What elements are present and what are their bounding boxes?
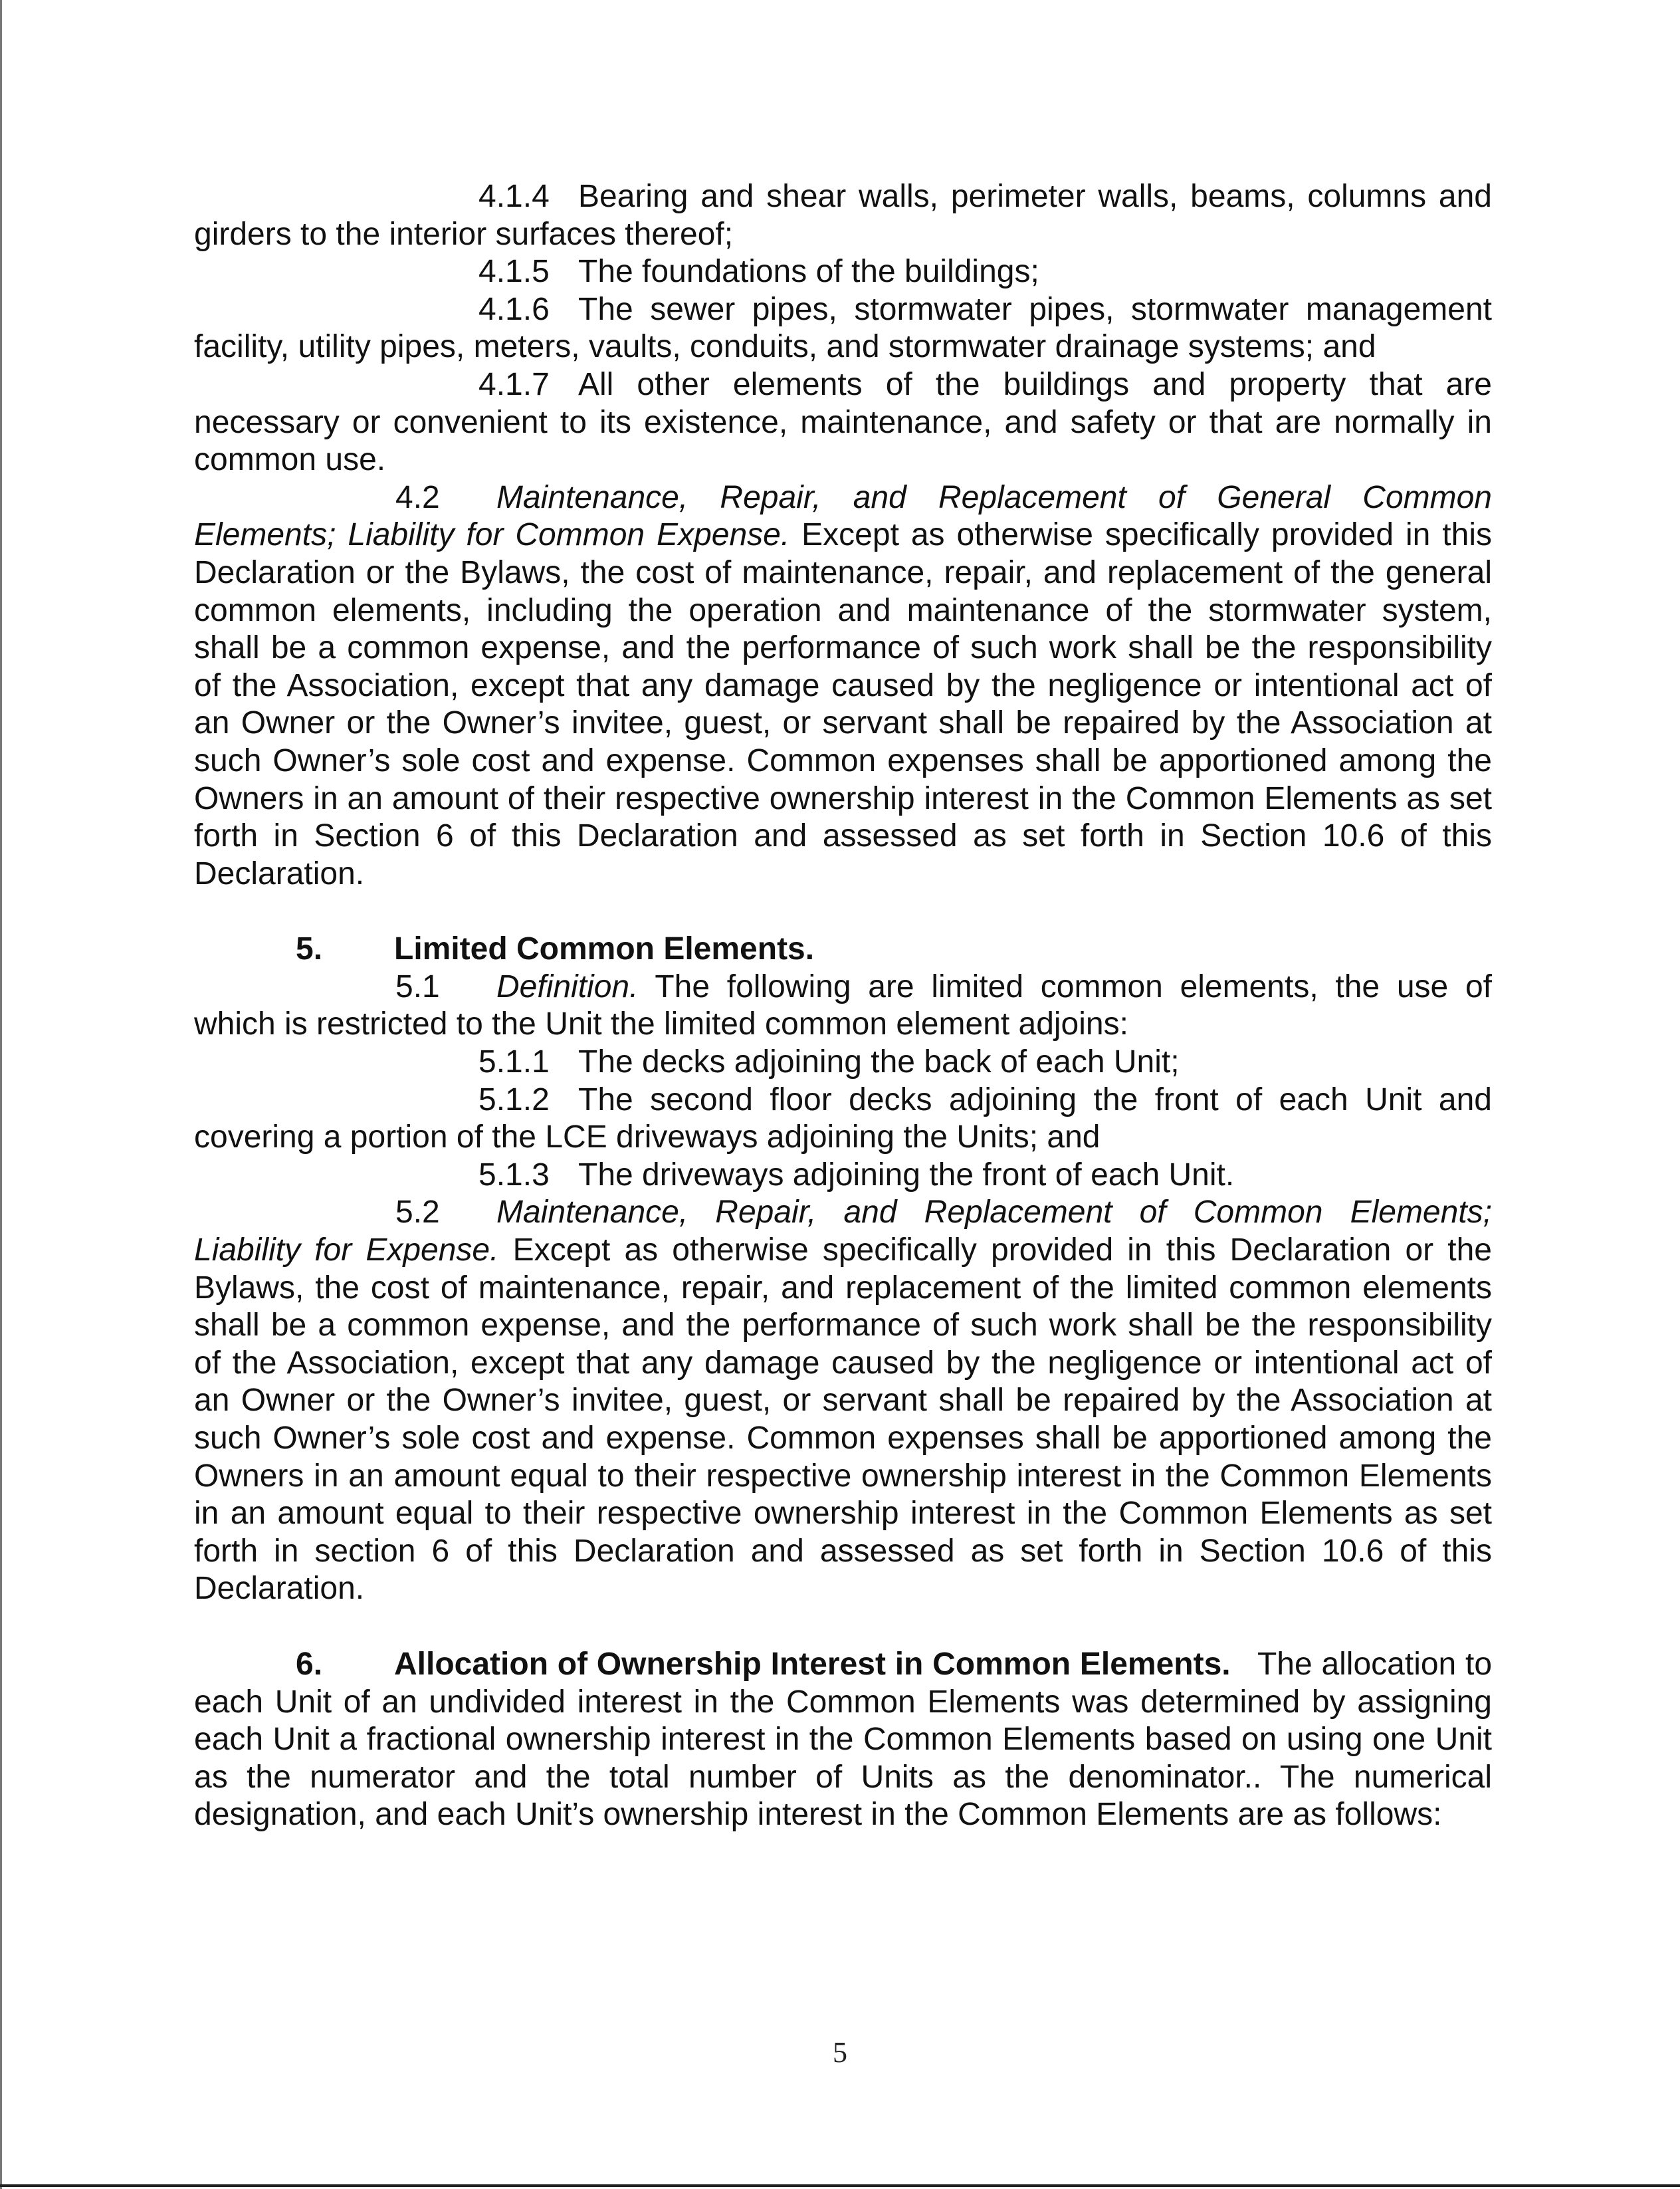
- clause-4-1-6: [194, 291, 1492, 366]
- clause-4-1-5: [194, 253, 1492, 291]
- clause-title: Maintenance, Repair, and Replacement of General Common Elements; Liability for Common Expense.: [194, 479, 1492, 553]
- clause-number: 4.1.4: [478, 179, 550, 214]
- clause-text: Except as otherwise specifically provided in this Declaration or the Bylaws, the cost of maintenance, repair, and replacement of the limited common elements shall be a common expense, and the performance of such work shall be the responsibility of the Association, except that any damage caused by the negligence or intentional act of an Owner or the Owner’s invitee, guest, or servant shall be repaired by the Association at such Owner’s sole cost and expense. Common expenses shall be apportioned among the Owners in an amount equal to their respective ownership interest in the Common Elements in an amount equal to their respective ownership interest in the Common Elements as set forth in section 6 of this Declaration and assessed as set forth in Section 10.6 of this Declaration.: [194, 1232, 1492, 1607]
- clause-text: The sewer pipes, stormwater pipes, stormwater management facility, utility pipes, meters, vaults, conduits, and stormwater drainage systems; and: [194, 291, 1492, 365]
- page-number: 5: [833, 2036, 847, 2069]
- clause-number: 4.1.5: [478, 254, 550, 290]
- clause-text: Except as otherwise specifically provided in this Declaration or the Bylaws, the cost of maintenance, repair, and replacement of the general common elements, including the operation and maintenance of the stormwater system, shall be a common expense, and the performance of such work shall be the responsibility of the Association, except that any damage caused by the negligence or intentional act of an Owner or the Owner’s invitee, guest, or servant shall be repaired by the Association at such Owner’s sole cost and expense. Common expenses shall be apportioned among the Owners in an amount of their respective ownership interest in the Common Elements as set forth in Section 6 of this Declaration and assessed as set forth in Section 10.6 of this Declaration.: [194, 517, 1493, 891]
- clause-number: 4.1.7: [478, 366, 550, 402]
- section-text: The allocation to each Unit of an undivided interest in the Common Elements was determined by assigning each Unit a fractional ownership interest in the Common Elements based on using one Unit as the numerator and the total number of Units as the denominator.. The numerical designation, and each Unit’s ownership interest in the Common Elements are as follows:: [194, 1646, 1493, 1833]
- clause-number: 4.1.6: [478, 291, 550, 327]
- clause-text: Bearing and shear walls, perimeter walls, beams, columns and girders to the interior surfaces thereof;: [194, 179, 1492, 252]
- clause-number: 4.2: [395, 479, 440, 515]
- document-body: [194, 178, 1492, 1834]
- clause-number: 5.1.1: [478, 1044, 550, 1080]
- clause-number: 5.2: [395, 1195, 440, 1230]
- clause-text: The foundations of the buildings;: [578, 254, 1039, 290]
- clause-5-2: [194, 1194, 1492, 1608]
- clause-number: 5.1.2: [478, 1082, 550, 1117]
- section-number: 5.: [296, 931, 323, 967]
- clause-number: 5.1: [395, 969, 440, 1004]
- clause-text: The second floor decks adjoining the front of each Unit and covering a portion of the LCE driveways adjoining the Units; and: [194, 1082, 1492, 1155]
- scan-bottom-edge: [0, 2184, 1680, 2187]
- clause-5-1-1: [194, 1044, 1492, 1082]
- section-spacer: [194, 1608, 1492, 1646]
- clause-text: All other elements of the buildings and property that are necessary or convenient to its existence, maintenance, and safety or that are normally in common use.: [194, 366, 1492, 478]
- clause-text: The following are limited common elements, the use of which is restricted to the Unit the limited common element adjoins:: [194, 969, 1492, 1042]
- clause-number: 5.1.3: [478, 1157, 550, 1193]
- section-title: Limited Common Elements.: [394, 931, 815, 967]
- clause-title: Maintenance, Repair, and Replacement of Common Elements; Liability for Expense.: [194, 1195, 1492, 1268]
- section-number: 6.: [296, 1646, 323, 1682]
- section-spacer: [194, 893, 1492, 931]
- clause-5-1-3: [194, 1157, 1492, 1195]
- clause-title: Definition.: [496, 969, 639, 1004]
- clause-4-1-7: [194, 366, 1492, 479]
- clause-text: The decks adjoining the back of each Unit;: [578, 1044, 1180, 1080]
- clause-5-1: [194, 969, 1492, 1044]
- section-5-heading: [194, 931, 1492, 969]
- clause-4-1-4: [194, 178, 1492, 253]
- section-title: Allocation of Ownership Interest in Common Elements.: [394, 1646, 1231, 1682]
- section-6: [194, 1646, 1492, 1834]
- clause-5-1-2: [194, 1082, 1492, 1157]
- scan-left-edge: [0, 0, 2, 2189]
- clause-text: The driveways adjoining the front of each Unit.: [578, 1157, 1235, 1193]
- clause-4-2: [194, 479, 1492, 893]
